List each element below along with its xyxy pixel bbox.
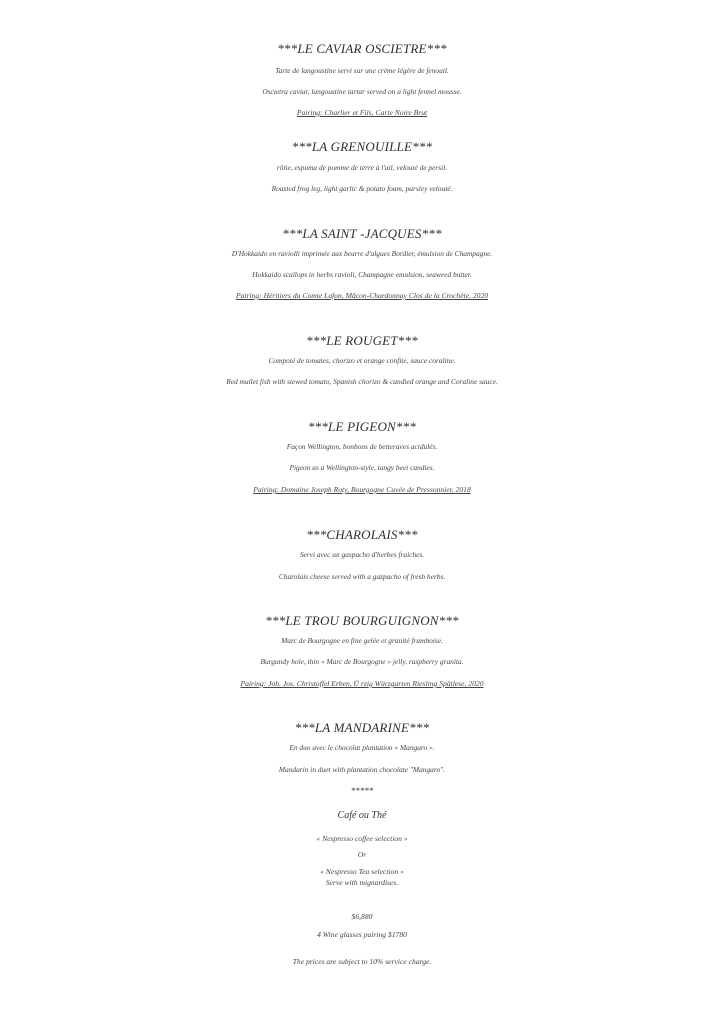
course-description-en: Mandarin in duet with plantation chocolate "Mangaro".: [278, 765, 446, 774]
course-description-en: Red mullet fish with stewed tomato, Spanish chorizo & candied orange and Coraline sauce.: [226, 377, 498, 386]
mignardises-note: Serve with mignardises.: [325, 878, 399, 887]
separator: *****: [350, 786, 374, 796]
wine-pairing: Pairing: Charlier et Fils, Carte Noire Brut: [296, 108, 428, 117]
course-description-fr: Compoté de tomates, chorizo et orange confite, sauce coraline.: [268, 356, 456, 365]
course-description-fr: D'Hokkaido en raviolli imprimée aux beurre d'algues Bordier, émulsion de Champagne.: [231, 249, 493, 258]
or-text: Or: [357, 850, 367, 859]
course-description-en: Burgundy hole, thin « Marc de Bourgogne » jelly, raspberry granita.: [260, 657, 464, 666]
tea-selection: « Nespresso Tea selection »: [320, 867, 404, 876]
course-description-fr: En duo avec le chocolat plantation « Mangaro ».: [289, 743, 435, 752]
cafe-title: Café ou Thé: [337, 810, 387, 821]
course-description-en: Hokkaido scallops in herbs ravioli, Champagne emulsion, seaweed butter.: [252, 270, 472, 279]
menu-price: $6,880: [351, 912, 373, 921]
service-charge-note: The prices are subject to 10% service charge.: [292, 957, 432, 966]
course-title: ***LA GRENOUILLE***: [291, 139, 433, 154]
course-description-en: Charolais cheese served with a gazpacho of fresh herbs.: [278, 572, 446, 581]
course-title: ***LE ROUGET***: [306, 333, 418, 348]
course-description-en: Oscietra caviar, langoustine tartar served on a light fennel mousse.: [262, 87, 462, 96]
wine-pairing: Pairing: Joh. Jos. Christoffel Erben, Ü rzig Würzgarten Riesling Spätlese, 2020: [240, 679, 484, 688]
course-description-fr: Tarte de langoustine servi sur une crème légère de fenouil.: [275, 66, 449, 75]
course-description-en: Pigeon as a Wellington-style, tangy beet candies.: [289, 463, 435, 472]
course-title: ***CHAROLAIS***: [306, 527, 418, 542]
wine-pairing: Pairing: Domaine Joseph Roty, Bourgogne Cuvée de Pressonnier, 2018: [253, 485, 471, 494]
course-description-fr: rôtie, espuma de pomme de terre à l'ail, velouté de persil.: [276, 163, 448, 172]
course-title: ***LE CAVIAR OSCIETRE***: [277, 41, 447, 56]
course-title: ***LE PIGEON***: [307, 419, 417, 434]
course-description-fr: Marc de Bourgogne en fine gelée et granité framboise.: [281, 636, 443, 645]
wine-pairing-price: 4 Wine glasses pairing $1780: [317, 930, 407, 939]
coffee-selection: « Nespresso coffee selection »: [316, 834, 408, 843]
course-description-fr: Servi avec un gaspacho d'herbes fraiches.: [299, 550, 425, 559]
course-description-en: Roasted frog leg, light garlic & potato foam, parsley velouté.: [271, 184, 453, 193]
course-title: ***LE TROU BOURGUIGNON***: [265, 613, 459, 628]
course-description-fr: Façon Wellington, bonbons de betteraves acidulés.: [286, 442, 438, 451]
course-title: ***LA MANDARINE***: [294, 720, 430, 735]
course-title: ***LA SAINT -JACQUES***: [282, 226, 442, 241]
wine-pairing: Pairing: Héritiers du Comte Lafon, Mâcon-Chardonnay Clos de la Crochète, 2020: [235, 291, 489, 300]
